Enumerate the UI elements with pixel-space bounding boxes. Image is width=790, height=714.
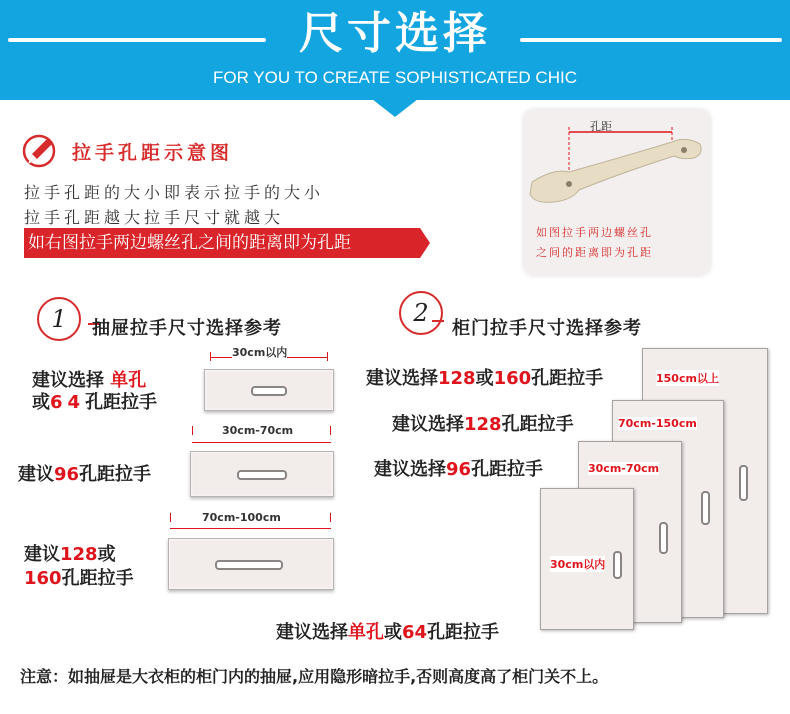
pencil-circle-icon [22, 134, 56, 168]
door-2-dim: 30cm-70cm [588, 462, 660, 475]
drawer-3-dim: 70cm-100cm [202, 511, 281, 524]
dim-tick [330, 426, 331, 435]
photo-caption-2: 之间的距离即为孔距 [536, 246, 653, 259]
footer-note: 注意：如抽屉是大衣柜的柜门内的抽屉,应用隐形暗拉手,否则高度高了柜门关不上。 [20, 667, 609, 686]
drawer-1 [204, 369, 334, 411]
red-banner: 如右图拉手两边螺丝孔之间的距离即为孔距 [24, 228, 420, 258]
drawer-3-rec-line-2: 160孔距拉手 [24, 568, 134, 589]
drawer-1-rec-line-1: 建议选择 单孔 [32, 370, 147, 391]
door-handle [739, 465, 748, 501]
dim-tick [330, 513, 331, 522]
section-title-hole-distance: 拉手孔距示意图 [72, 142, 234, 164]
dim-line [170, 528, 331, 529]
drawer-2-rec: 建议96孔距拉手 [18, 464, 152, 485]
page-subtitle: FOR YOU TO CREATE SOPHISTICATED CHIC [213, 68, 577, 87]
number-circle-icon [398, 290, 444, 336]
desc-line-2: 拉手孔距越大拉手尺寸就越大 [24, 208, 285, 227]
dim-line [192, 442, 331, 443]
drawer-1-dim: 30cm以内 [232, 346, 288, 359]
handle-illustration [524, 110, 710, 230]
photo-caption-1: 如图拉手两边螺丝孔 [536, 226, 653, 239]
header-notch [372, 99, 418, 117]
door-handle [659, 522, 668, 554]
title-underline [432, 320, 444, 322]
drawer-3-rec-line-1: 建议128或 [24, 544, 116, 565]
drawer-2-dim: 30cm-70cm [222, 424, 294, 437]
drawer-3 [168, 538, 334, 590]
door-3-dim: 70cm-150cm [618, 417, 697, 430]
svg-text:2: 2 [413, 299, 429, 327]
cabinet-rec-1: 建议选择单孔或64孔距拉手 [276, 622, 500, 643]
door-handle [613, 551, 622, 579]
page-title: 尺寸选择 [299, 8, 491, 59]
desc-line-1: 拉手孔距的大小即表示拉手的大小 [24, 183, 325, 202]
number-circle-icon [36, 296, 82, 342]
drawer-handle [215, 560, 283, 570]
door-1-dim: 30cm以内 [550, 558, 606, 571]
svg-text:1: 1 [51, 305, 67, 333]
drawer-handle [251, 386, 287, 396]
door-handle [701, 491, 710, 525]
drawer-handle [237, 470, 287, 480]
cabinet-rec-2: 建议选择96孔距拉手 [374, 459, 544, 480]
cabinet-rec-3: 建议选择128孔距拉手 [392, 414, 574, 435]
dim-tick [192, 426, 193, 435]
door-4-dim: 150cm以上 [656, 372, 719, 385]
dim-tick [170, 513, 171, 522]
cabinet-section-title: 柜门拉手尺寸选择参考 [452, 318, 642, 339]
cabinet-rec-4: 建议选择128或160孔距拉手 [366, 368, 604, 389]
drawer-section-title: 抽屉拉手尺寸选择参考 [92, 318, 282, 339]
photo-hole-label: 孔距 [590, 120, 612, 133]
drawer-2 [190, 451, 334, 497]
drawer-1-rec-line-2: 或64孔距拉手 [32, 392, 158, 413]
red-banner-arrow [420, 228, 430, 258]
